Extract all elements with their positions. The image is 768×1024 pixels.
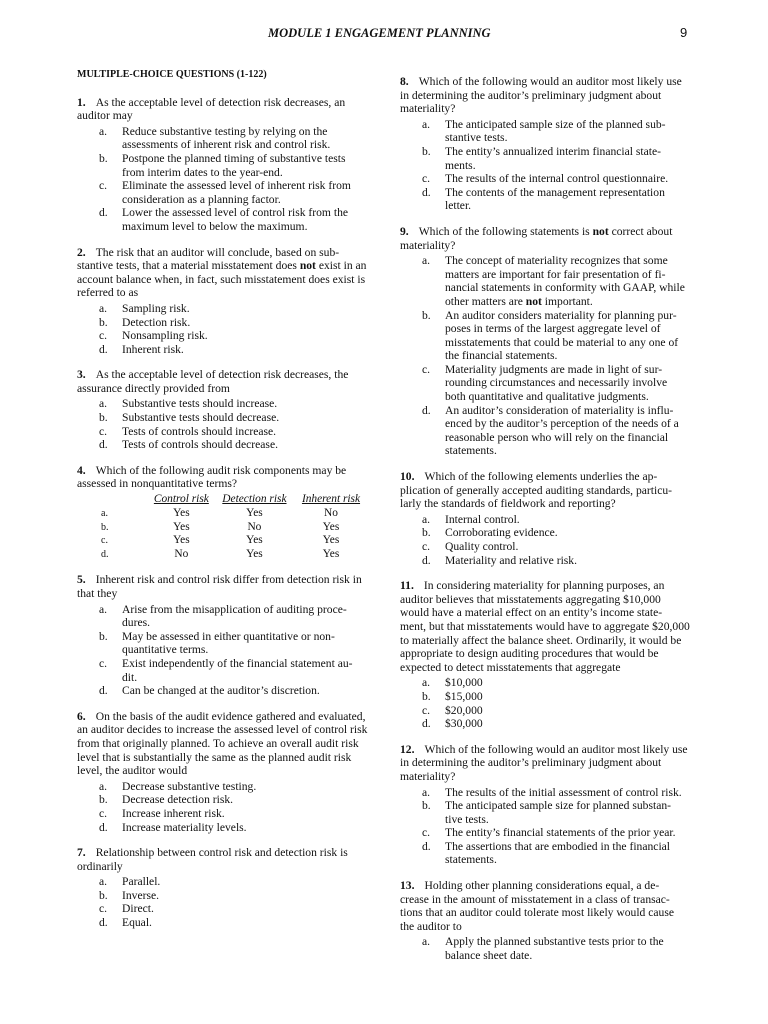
option-list: [400, 935, 690, 962]
option-c: c. Eliminate the assessed level of inherent risk from consideration as a planning factor.: [99, 179, 351, 206]
page-number: 9: [680, 25, 688, 40]
table-row: d. No Yes Yes: [101, 547, 340, 560]
option-b: b. $15,000: [422, 689, 483, 703]
question-13: 13. Holding other planning considerations equal, a de- crease in the amount of misstatement in a class of transac- tions that an auditor could tolerate most likely would cause the auditor to a. Apply the planned substantive tests prior to the balance sheet date.: [400, 879, 690, 963]
question-number: 1.: [77, 95, 86, 109]
option-c: c. Increase inherent risk.: [99, 806, 225, 820]
option-d: d. Lower the assessed level of control risk from the maximum level to below the maximum.: [99, 206, 349, 233]
option-b: b. Substantive tests should decrease.: [99, 411, 280, 425]
option-list: [400, 254, 690, 458]
option-d: d. The contents of the management representation letter.: [422, 185, 665, 213]
question-number: 7.: [77, 846, 86, 860]
right-column: [400, 75, 690, 975]
table-row: a. Yes Yes No: [101, 507, 338, 520]
option-a: a. The concept of materiality recognizes that some matters are important for fair presentation of fi- nancial statements in conformity with GAAP, while other matters are not important.: [422, 254, 685, 308]
option-a: a. Decrease substantive testing.: [99, 779, 257, 793]
option-d: d. Tests of controls should decrease.: [99, 438, 278, 452]
option-c: c. Tests of controls should increase.: [99, 424, 277, 438]
question-stem: As the acceptable level of detection risk decreases, an auditor may: [77, 95, 346, 123]
option-a: a. Internal control.: [422, 512, 520, 526]
option-a: a. Arise from the misapplication of auditing proce- dures.: [99, 602, 347, 630]
option-a: a. The anticipated sample size of the planned sub- stantive tests.: [422, 117, 666, 145]
option-list: [400, 676, 690, 730]
option-a: a. Sampling risk.: [99, 301, 190, 315]
option-c: c. $20,000: [422, 703, 483, 717]
option-a: a. $10,000: [422, 676, 483, 690]
option-list: [77, 875, 369, 929]
header-inherent-risk: Inherent risk: [301, 493, 361, 506]
option-d: d. An auditor’s consideration of materiality is influ- enced by the auditor’s perception of the needs of a reasonable person who will rely on the financial statements.: [422, 403, 679, 458]
question-10: 10. Which of the following elements underlies the ap- plication of generally accepted auditing standards, particu- larly the standards of fieldwork and reporting? a. Internal control. b. Corroborating evidence. c. Quality control. d. Materiality and relative risk.: [400, 470, 690, 567]
option-c: c. The entity’s financial statements of the prior year.: [422, 826, 676, 840]
question-11: 11. In considering materiality for planning purposes, an auditor believes that misstatements aggregating $10,000 would have a material effect on an entity’s income state- ment, but that misstatements would have to aggregate $20,000 to materially affect the balance sheet. Ordinarily, it would be appropriate to design auditing procedures that would be expected to detect misstatements that aggregate a. $10,000 b. $15,000 c. $20,000 d. $30,000: [400, 579, 690, 731]
option-list: [400, 786, 690, 868]
table-row: c. Yes Yes Yes: [101, 534, 340, 547]
question-4: 4. Which of the following audit risk components may be assessed in nonquantitative terms? Control risk Detection risk Inherent risk a. Yes Yes No b. Yes No Yes c. Yes Yes Yes d. No Yes Yes: [77, 464, 369, 562]
option-list: [400, 118, 690, 213]
option-d: d. Increase materiality levels.: [99, 820, 247, 834]
question-5: 5. Inherent risk and control risk differ from detection risk in that they a. Arise from the misapplication of auditing proce- dures. b. May be assessed in either quantitative or non- quantitative terms. c. Exist independently of the financial statement au- dit. d. Can be changed at the auditor’s discretion.: [77, 573, 369, 697]
question-1: [77, 96, 369, 234]
question-8: 8. Which of the following would an auditor most likely use in determining the auditor’s preliminary judgment about materiality? a. The anticipated sample size of the planned sub- stantive tests. b. The entity’s annualized interim financial state- ments. c. The results of the internal control questionnaire. d. The contents of the management representation letter.: [400, 75, 690, 213]
option-a: a. Parallel.: [99, 875, 161, 889]
question-number: 6.: [77, 709, 86, 723]
option-b: b. The entity’s annualized interim financial state- ments.: [422, 144, 662, 172]
option-a: a. Reduce substantive testing by relying on the assessments of inherent risk and control risk.: [99, 124, 331, 152]
page-header: [0, 26, 768, 44]
option-d: d. The assertions that are embodied in the financial statements.: [422, 839, 671, 867]
question-number: 5.: [77, 573, 86, 587]
option-b: b. An auditor considers materiality for planning pur- poses in terms of the largest aggregate level of misstatements that could be material to any one of the financial statements.: [422, 308, 679, 363]
option-list: [77, 397, 369, 451]
header-detection-risk: Detection risk: [222, 493, 287, 506]
risk-table: [77, 493, 369, 561]
option-a: a. Substantive tests should increase.: [99, 397, 278, 411]
question-number: 13.: [400, 879, 415, 893]
question-number: 9.: [400, 224, 409, 238]
option-list: [77, 603, 369, 698]
question-6: 6. On the basis of the audit evidence gathered and evaluated, an auditor decides to increase the assessed level of control risk from that originally planned. To achieve an overall audit risk level that is substantially the same as the planned audit risk level, the auditor would a. Decrease substantive testing. b. Decrease detection risk. c. Increase inherent risk. d. Increase materiality levels.: [77, 709, 368, 834]
option-d: d. Equal.: [99, 916, 152, 930]
option-a: a. The results of the initial assessment of control risk.: [422, 785, 682, 799]
option-d: d. Inherent risk.: [99, 342, 184, 356]
question-number: 12.: [400, 742, 415, 756]
section-heading: MULTIPLE-CHOICE QUESTIONS (1-122): [77, 69, 267, 80]
question-9: 9. Which of the following statements is not correct about materiality? a. The concept of materiality recognizes that some matters are important for fair presentation of fi- nancial statements in conformity with GAAP, while other matters are not important. b. An auditor considers materiality for planning pur- poses in terms of the largest aggregate level of misstatements that could be material to any one of the financial statements. c. Materiality judgments are made in light of sur- rounding circumstances and necessarily involve both quantitative and qualitative judgments. d. An auditor’s consideration of materiality is influ- enced by the auditor’s perception of the needs of a reasonable person who will rely on the financial statements.: [400, 225, 690, 458]
option-c: c. Quality control.: [422, 540, 519, 553]
option-b: b. May be assessed in either quantitative or non- quantitative terms.: [99, 629, 335, 657]
option-list: [77, 302, 369, 356]
option-b: b. Inverse.: [99, 888, 160, 902]
option-b: b. Decrease detection risk.: [99, 793, 234, 807]
running-title: MODULE 1 ENGAGEMENT PLANNING: [268, 26, 491, 40]
option-c: c. Nonsampling risk.: [99, 329, 208, 343]
question-3: 3. As the acceptable level of detection risk decreases, the assurance directly provided from a. Substantive tests should increase. b. Substantive tests should decrease. c. Tests of controls should increase. d. Tests of controls should decrease.: [77, 368, 369, 452]
option-b: b. The anticipated sample size for planned substan- tive tests.: [422, 799, 671, 826]
option-d: d. $30,000: [422, 717, 483, 731]
question-7: 7. Relationship between control risk and detection risk is ordinarily a. Parallel. b. Inverse. c. Direct. d. Equal.: [77, 846, 369, 930]
question-number: 4.: [77, 463, 86, 477]
question-12: 12. Which of the following would an auditor most likely use in determining the auditor’s preliminary judgment about materiality? a. The results of the initial assessment of control risk. b. The anticipated sample size for planned substan- tive tests. c. The entity’s financial statements of the prior year. d. The assertions that are embodied in the financial statements.: [400, 743, 690, 867]
option-c: c. Direct.: [99, 902, 154, 916]
option-list: [77, 125, 369, 234]
option-c: c. Exist independently of the financial statement au- dit.: [99, 656, 353, 684]
option-d: d. Materiality and relative risk.: [422, 553, 577, 567]
option-d: d. Can be changed at the auditor’s discretion.: [99, 684, 320, 698]
option-b: b. Corroborating evidence.: [422, 526, 558, 540]
option-list: [400, 513, 690, 567]
question-number: 10.: [400, 470, 415, 484]
question-number: 2.: [77, 245, 86, 259]
question-number: 3.: [77, 368, 86, 382]
option-c: c. Materiality judgments are made in light of sur- rounding circumstances and necessarily involve both quantitative and qualitative judgments.: [422, 362, 668, 404]
option-c: c. The results of the internal control questionnaire.: [422, 172, 669, 186]
table-row: b. Yes No Yes: [101, 520, 340, 533]
option-a: a. Apply the planned substantive tests prior to the balance sheet date.: [422, 935, 664, 963]
option-list: [77, 780, 369, 834]
question-2: 2. The risk that an auditor will conclude, based on sub- stantive tests, that a material misstatement does not exist in an account balance when, in fact, such misstatement does exist is referred to as a. Sampling risk. b. Detection risk. c. Nonsampling risk. d. Inherent risk.: [77, 246, 369, 357]
header-control-risk: Control risk: [153, 493, 209, 506]
option-b: b. Postpone the planned timing of substantive tests from interim dates to the year-end.: [99, 151, 346, 179]
question-number: 8.: [400, 75, 409, 88]
question-number: 11.: [400, 579, 414, 593]
left-column: [77, 68, 369, 942]
option-b: b. Detection risk.: [99, 315, 191, 329]
